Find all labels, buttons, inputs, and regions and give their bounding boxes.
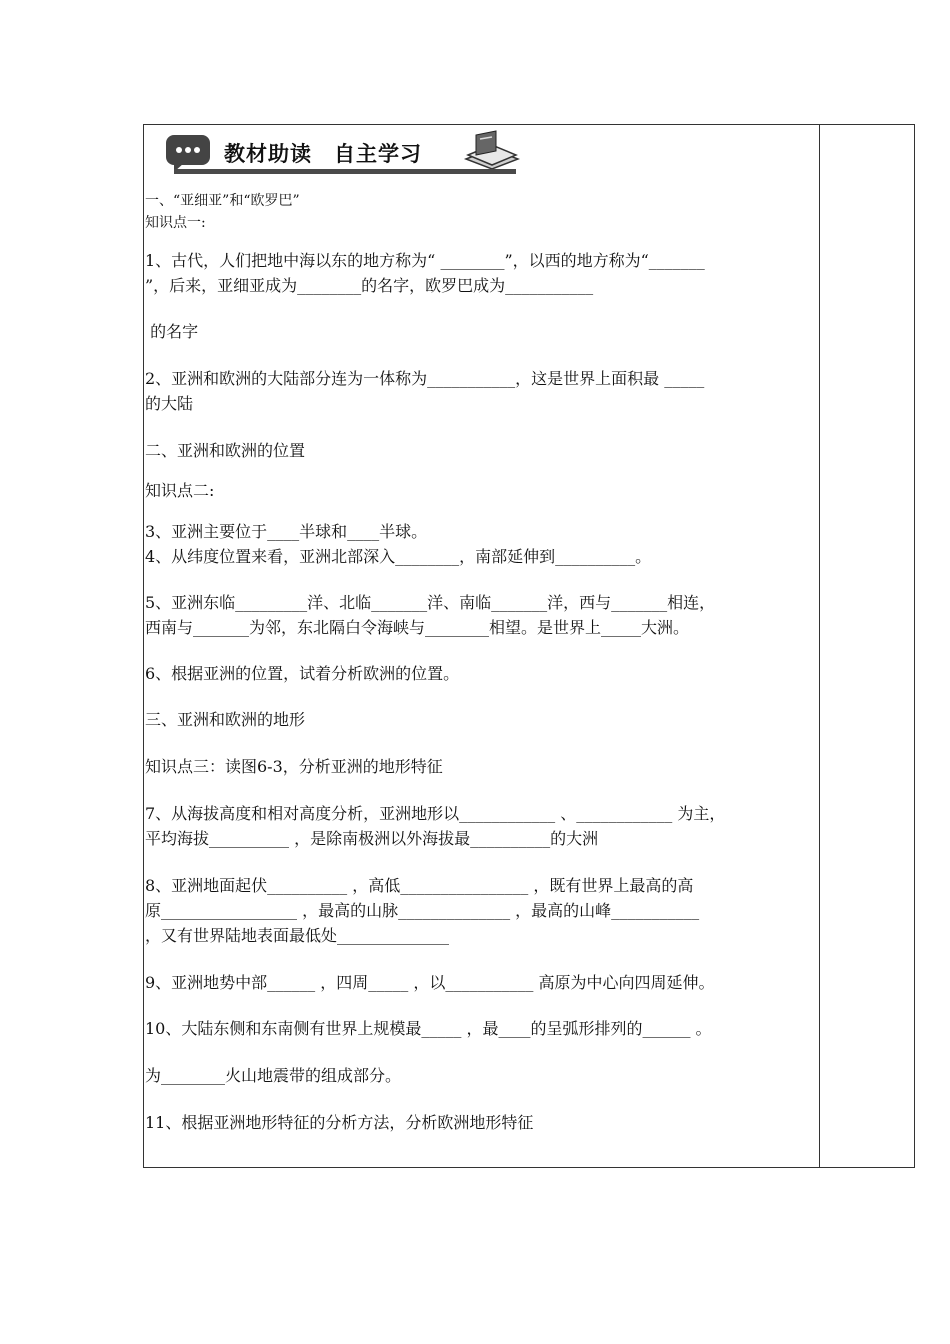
question-1-line-2: ”，后来，亚细亚成为________的名字，欧罗巴成为___________ [145, 276, 594, 295]
worksheet-content [145, 191, 821, 1135]
section-header [166, 131, 516, 177]
question-11: 11、根据亚洲地形特征的分析方法，分析欧洲地形特征 [145, 1113, 534, 1132]
knowledge-point-2: 知识点二: [145, 481, 215, 500]
question-1-line-3: 的名字 [145, 322, 199, 341]
knowledge-point-1: 知识点一: [145, 215, 206, 231]
question-7-line-2: 平均海拔__________ ，是除南极洲以外海拔最__________的大洲 [145, 829, 599, 848]
question-9: 9、亚洲地势中部______ ，四周_____ ，以___________ 高原为中心向四周延伸。 [145, 973, 715, 992]
question-5-line-1: 5、亚洲东临_________洋、北临_______洋、南临_______洋，西与_______相连， [145, 593, 716, 612]
heading-terrain: 三、亚洲和欧洲的地形 [145, 710, 306, 729]
section-title: 教材助读 自主学习 [224, 142, 422, 166]
question-2-line-2: 的大陆 [145, 394, 194, 413]
question-8-line-3: ，又有世界陆地表面最低处______________ [145, 926, 450, 945]
question-10-line-2: 为________火山地震带的组成部分。 [145, 1066, 402, 1085]
question-8-line-1: 8、亚洲地面起伏__________ ，高低________________ ，既有世界上最高的高 [145, 876, 694, 895]
question-7-line-1: 7、从海拔高度和相对高度分析，亚洲地形以____________ 、____________ 为主， [145, 804, 726, 823]
question-1-line-1: 1、古代，人们把地中海以东的地方称为“ ________”，以西的地方称为“_______ [145, 251, 705, 270]
question-6: 6、根据亚洲的位置，试着分析欧洲的位置。 [145, 664, 460, 683]
speech-bubble-icon [166, 135, 210, 165]
question-8-line-2: 原_________________ ，最高的山脉______________ ，最高的山峰___________ [145, 901, 700, 920]
knowledge-point-3: 知识点三：读图6-3，分析亚洲的地形特征 [145, 757, 443, 776]
question-4: 4、从纬度位置来看，亚洲北部深入________，南部延伸到__________。 [145, 547, 652, 566]
header-underline [174, 169, 516, 174]
question-10-line-1: 10、大陆东侧和东南侧有世界上规模最_____ ，最____的呈弧形排列的______ 。 [145, 1019, 712, 1038]
question-3: 3、亚洲主要位于____半球和____半球。 [145, 522, 428, 541]
heading-location: 二、亚洲和欧洲的位置 [145, 441, 306, 460]
worksheet-table [143, 124, 915, 1168]
question-5-line-2: 西南与_______为邻，东北隔白令海峡与________相望。是世界上_____大洲。 [145, 618, 690, 637]
heading-asia-europe-names: 一、“亚细亚”和“欧罗巴” [145, 193, 300, 209]
book-icon [462, 129, 520, 173]
question-2-line-1: 2、亚洲和欧洲的大陆部分连为一体称为___________，这是世界上面积最 _____ [145, 369, 705, 388]
